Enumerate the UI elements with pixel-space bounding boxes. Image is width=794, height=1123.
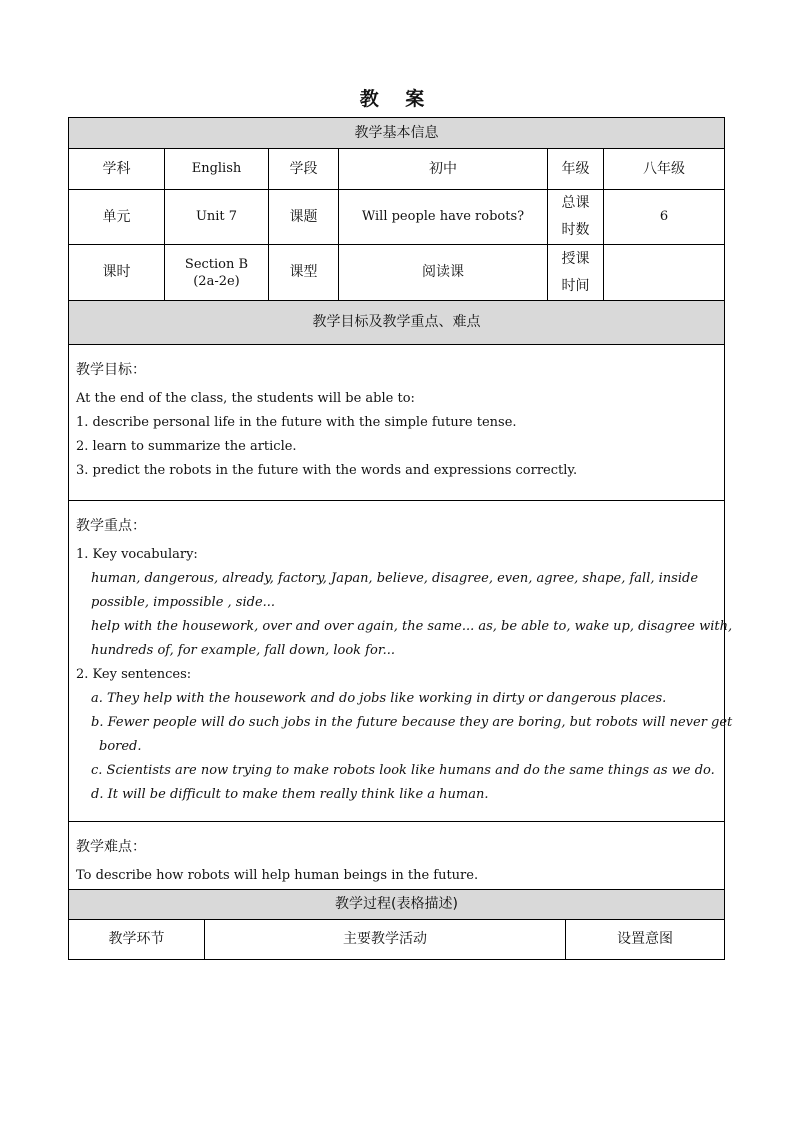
- topic-value: Will people have robots?: [339, 190, 548, 244]
- process-column-activities: 主要教学活动: [205, 920, 566, 959]
- class-time-label: 授课 时间: [548, 245, 604, 300]
- vocab-line: help with the housework, over and over again, the same... as, be able to, wake up, disagree with,: [91, 619, 733, 634]
- period-value: Section B (2a-2e): [165, 245, 269, 300]
- sentence-line: b. Fewer people will do such jobs in the future because they are boring, but robots will never get: [91, 715, 733, 730]
- total-hours-label: 总课 时数: [548, 190, 604, 244]
- difficulty-line: To describe how robots will help human beings in the future.: [76, 868, 479, 883]
- subject-value: English: [165, 149, 269, 189]
- document-title: 教 案: [359, 88, 435, 110]
- objective-line: At the end of the class, the students will be able to:: [76, 391, 415, 406]
- info-row-period: [69, 245, 724, 301]
- subject-label: 学科: [69, 149, 165, 189]
- process-column-purpose: 设置意图: [617, 931, 673, 948]
- vocab-line: human, dangerous, already, factory, Japan, believe, disagree, even, agree, shape, fall, inside: [91, 571, 699, 586]
- topic-label: 课题: [269, 190, 339, 244]
- vocab-line: possible, impossible , side...: [91, 595, 276, 610]
- sentence-line: d. It will be difficult to make them really think like a human.: [91, 787, 489, 802]
- vocab-label: 1. Key vocabulary:: [76, 547, 198, 562]
- vocab-line: hundreds of, for example, fall down, look for...: [91, 643, 396, 658]
- objectives-heading: 教学目标：: [76, 362, 146, 378]
- process-columns-row: [69, 920, 724, 959]
- process-header: 教学过程(表格描述): [69, 890, 724, 920]
- info-row-unit: [69, 190, 724, 245]
- basic-info-header: 教学基本信息: [69, 118, 724, 149]
- info-row-subject: [69, 149, 724, 190]
- unit-label: 单元: [69, 190, 165, 244]
- sentence-line: c. Scientists are now trying to make robots look like humans and do the same things as we do.: [91, 763, 715, 778]
- lesson-plan-table: [68, 117, 733, 960]
- key-points-heading: 教学重点：: [76, 518, 146, 534]
- objective-line: 3. predict the robots in the future with the words and expressions correctly.: [76, 463, 578, 478]
- stage-label: 学段: [269, 149, 339, 189]
- grade-value: 八年级: [643, 160, 685, 177]
- objective-line: 2. learn to summarize the article.: [76, 439, 297, 454]
- grade-label: 年级: [548, 149, 604, 189]
- objective-line: 1. describe personal life in the future with the simple future tense.: [76, 415, 517, 430]
- stage-value: 初中: [339, 149, 548, 189]
- type-label: 课型: [269, 245, 339, 300]
- key-points-section: [69, 501, 733, 822]
- sentence-line: bored.: [99, 739, 142, 754]
- objectives-header: 教学目标及教学重点、难点: [69, 301, 724, 345]
- sentence-line: a. They help with the housework and do jobs like working in dirty or dangerous places.: [91, 691, 667, 706]
- unit-value: Unit 7: [165, 190, 269, 244]
- objectives-section: [69, 345, 724, 501]
- total-hours-value: 6: [659, 209, 669, 225]
- sentences-label: 2. Key sentences:: [76, 667, 192, 682]
- type-value: 阅读课: [339, 245, 548, 300]
- period-label: 课时: [69, 245, 165, 300]
- class-time-value: [604, 245, 724, 300]
- difficulties-heading: 教学难点：: [76, 839, 146, 855]
- process-column-stage: 教学环节: [69, 920, 205, 959]
- difficulties-section: [69, 822, 724, 890]
